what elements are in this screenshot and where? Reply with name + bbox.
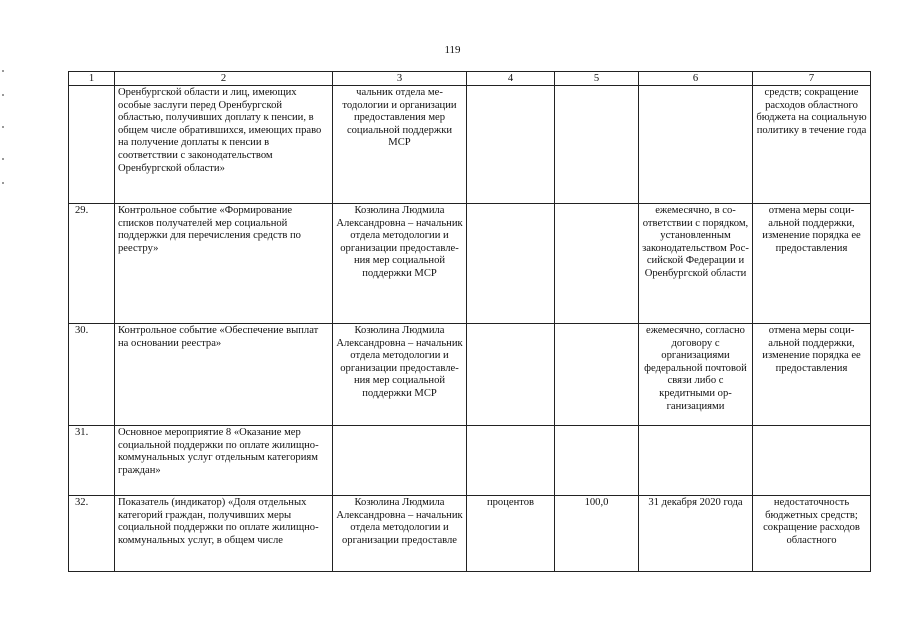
row-number: 32. [69,496,115,572]
row-name: Оренбургской области и лиц, имеющих особые заслуги перед Оренбургской областью, получивших доплату к пенсии, в общем числе обратившихся, имеющих право на получение доплаты к пенсии в соответствии с законодательством Оренбургской области» [115,86,333,204]
row-unit: процентов [467,496,555,572]
column-header: 2 [115,72,333,86]
row-value [555,324,639,426]
row-name: Основное мероприятие 8 «Оказание мер социальной поддержки по оплате жилищно-коммунальных услуг отдельным категориям граждан» [115,426,333,496]
row-deadline: 31 декабря 2020 года [639,496,753,572]
row-risk: недостаточность бюджетных средств; сокращение расходов областного [753,496,871,572]
page-number: 119 [444,44,461,56]
row-unit [467,324,555,426]
row-responsible: Козюлина Людмила Александровна – начальник отдела методологии и организации предоставления мер социальной поддержки МСР [333,324,467,426]
row-responsible: Козюлина Людмила Александровна – начальник отдела методологии и организации предоставления мер социальной поддержки МСР [333,204,467,324]
row-deadline [639,86,753,204]
row-name: Контрольное событие «Обеспечение выплат на основании реестра» [115,324,333,426]
row-value [555,426,639,496]
column-header: 7 [753,72,871,86]
row-value [555,204,639,324]
row-value [555,86,639,204]
row-name: Показатель (индикатор) «Доля отдельных категорий граждан, получивших меры социальной поддержки по оплате жилищно-коммунальных услуг, в общем числе [115,496,333,572]
row-unit [467,204,555,324]
row-responsible [333,426,467,496]
row-risk: отмена меры социальной поддержки, изменение порядка ее предоставления [753,324,871,426]
table-header-row [69,72,871,86]
column-header: 6 [639,72,753,86]
row-unit [467,86,555,204]
scan-margin-marks [2,70,5,200]
table-row [69,86,871,204]
table-row [69,204,871,324]
column-header: 1 [69,72,115,86]
row-name: Контрольное событие «Формирование списков получателей мер социальной поддержки для перечисления средств по реестру» [115,204,333,324]
row-responsible: Козюлина Людмила Александровна – начальник отдела методологии и организации предоставле [333,496,467,572]
row-unit [467,426,555,496]
row-deadline: ежемесячно, в соответствии с порядком, установленным законодательством Российской Федерации и Оренбургской области [639,204,753,324]
column-header: 5 [555,72,639,86]
row-number: 29. [69,204,115,324]
column-header: 3 [333,72,467,86]
row-value: 100,0 [555,496,639,572]
row-deadline [639,426,753,496]
row-deadline: ежемесячно, согласно договору с организациями федеральной почтовой связи либо с кредитными организациями [639,324,753,426]
row-risk: средств; сокращение расходов областного бюджета на социальную политику в течение года [753,86,871,204]
row-risk: отмена меры социальной поддержки, изменение порядка ее предоставления [753,204,871,324]
row-number: 31. [69,426,115,496]
column-header: 4 [467,72,555,86]
row-risk [753,426,871,496]
table-row [69,426,871,496]
table-row [69,324,871,426]
row-responsible: чальник отдела методологии и организации предоставления мер социальной поддержки МСР [333,86,467,204]
table-row [69,496,871,572]
row-number: 30. [69,324,115,426]
activity-table [68,71,871,572]
row-number [69,86,115,204]
